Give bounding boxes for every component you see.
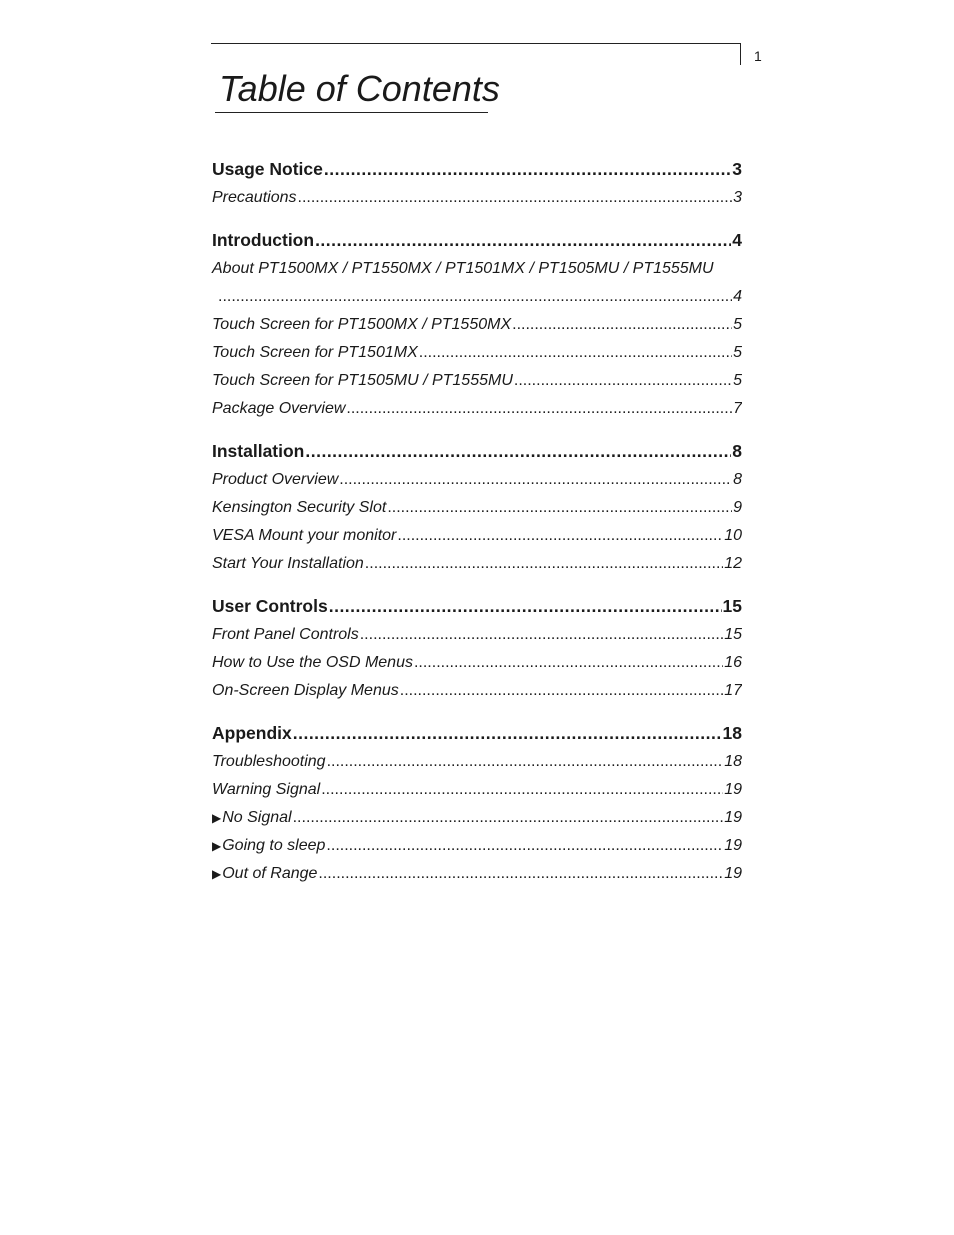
toc-entry-page: 17 [724, 682, 742, 699]
dot-leader [360, 621, 723, 649]
toc-heading[interactable] [212, 719, 742, 748]
dot-leader [512, 311, 732, 339]
dot-leader [305, 437, 731, 466]
toc-heading-page: 8 [732, 441, 742, 461]
title-underline [215, 112, 488, 113]
toc-entry[interactable] [212, 677, 742, 705]
toc-entry-label: Going to sleep [222, 837, 326, 854]
dot-leader [293, 804, 724, 832]
toc-entry[interactable] [212, 395, 742, 423]
dot-leader [346, 395, 732, 423]
toc-heading-page: 4 [732, 230, 742, 250]
toc-entry-label: About PT1500MX / PT1550MX / PT1501MX / PT1505MU / PT1555MU [212, 260, 714, 277]
toc-entry-label: Touch Screen for PT1501MX [212, 344, 418, 361]
toc-entry[interactable] [212, 494, 742, 522]
dot-leader [419, 339, 732, 367]
dot-leader [397, 522, 723, 550]
toc-heading-label: Usage Notice [212, 159, 323, 179]
dot-leader [315, 226, 731, 255]
toc-entry[interactable] [212, 311, 742, 339]
toc-entry-label: Touch Screen for PT1500MX / PT1550MX [212, 316, 512, 333]
toc-entry[interactable] [212, 776, 742, 804]
toc-section-user-controls [212, 592, 742, 705]
toc-entry[interactable] [212, 649, 742, 677]
toc-entry-label: No Signal [222, 809, 292, 826]
toc-entry-page: 12 [724, 555, 742, 572]
toc-entry[interactable] [212, 804, 742, 832]
toc-entry-label: Kensington Security Slot [212, 499, 387, 516]
toc-entry-page: 8 [733, 471, 742, 488]
toc-entry-page: 5 [733, 344, 742, 361]
dot-leader [400, 677, 723, 705]
page-number: 1 [754, 48, 762, 64]
toc-entry-label: Front Panel Controls [212, 626, 359, 643]
header-rule [211, 43, 741, 44]
dot-leader [514, 367, 732, 395]
toc-entry[interactable] [212, 339, 742, 367]
toc-entry[interactable] [212, 550, 742, 578]
toc-entry-label: Out of Range [222, 865, 318, 882]
toc-entry-label: Precautions [212, 189, 297, 206]
toc-entry[interactable] [212, 522, 742, 550]
toc-heading-page: 18 [722, 723, 742, 743]
dot-leader [318, 860, 723, 888]
dot-leader [293, 719, 722, 748]
toc-entry-label: Product Overview [212, 471, 339, 488]
toc-heading[interactable] [212, 437, 742, 466]
dot-leader [321, 776, 723, 804]
toc-entry-page: 19 [724, 781, 742, 798]
dot-leader [339, 466, 732, 494]
toc-entry-page: 19 [724, 837, 742, 854]
dot-leader [324, 155, 731, 184]
toc-section-usage-notice [212, 155, 742, 212]
toc-entry[interactable] [212, 367, 742, 395]
triangle-bullet-icon: ▶ [212, 839, 222, 853]
toc-entry-label: Touch Screen for PT1505MU / PT1555MU [212, 372, 513, 389]
dot-leader [414, 649, 723, 677]
toc-heading-label: Appendix [212, 723, 292, 743]
toc-entry-page: 3 [733, 189, 742, 206]
toc-entry[interactable] [212, 748, 742, 776]
toc-entry[interactable] [212, 466, 742, 494]
toc-entry[interactable] [212, 184, 742, 212]
toc-heading-label: Introduction [212, 230, 315, 250]
toc-entry[interactable] [212, 621, 742, 649]
dot-leader [387, 494, 732, 522]
triangle-bullet-icon: ▶ [212, 867, 222, 881]
toc-entry-label: VESA Mount your monitor [212, 527, 397, 544]
toc-entry-label: Troubleshooting [212, 753, 326, 770]
table-of-contents [212, 155, 742, 902]
toc-entry-page: 5 [733, 316, 742, 333]
dot-leader [329, 592, 722, 621]
toc-entry-page: 4 [733, 288, 742, 305]
dot-leader [365, 550, 723, 578]
toc-entry-label: Package Overview [212, 400, 346, 417]
toc-entry-label: Start Your Installation [212, 555, 364, 572]
toc-heading[interactable] [212, 155, 742, 184]
toc-entry-label: On-Screen Display Menus [212, 682, 399, 699]
toc-entry-label: Warning Signal [212, 781, 321, 798]
toc-heading-label: Installation [212, 441, 305, 461]
toc-entry-page: 10 [724, 527, 742, 544]
toc-heading[interactable] [212, 226, 742, 255]
toc-heading-page: 15 [722, 596, 742, 616]
toc-entry-page: 18 [724, 753, 742, 770]
dot-leader [326, 832, 723, 860]
toc-entry-page: 19 [724, 865, 742, 882]
toc-entry-continuation [212, 283, 742, 311]
toc-heading-label: User Controls [212, 596, 328, 616]
toc-heading-page: 3 [732, 159, 742, 179]
toc-entry-page: 7 [733, 400, 742, 417]
toc-entry[interactable] [212, 255, 742, 311]
dot-leader [218, 283, 732, 311]
page-title: Table of Contents [219, 68, 500, 109]
toc-entry-label: How to Use the OSD Menus [212, 654, 413, 671]
toc-heading[interactable] [212, 592, 742, 621]
toc-entry[interactable] [212, 832, 742, 860]
triangle-bullet-icon: ▶ [212, 811, 222, 825]
toc-section-installation [212, 437, 742, 578]
toc-entry-page: 9 [733, 499, 742, 516]
toc-entry-page: 19 [724, 809, 742, 826]
toc-entry-page: 5 [733, 372, 742, 389]
dot-leader [327, 748, 724, 776]
toc-section-appendix [212, 719, 742, 888]
header-tick [740, 43, 741, 65]
dot-leader [298, 184, 733, 212]
toc-entry-page: 16 [724, 654, 742, 671]
toc-entry-page: 15 [724, 626, 742, 643]
toc-entry[interactable] [212, 860, 742, 888]
toc-section-introduction [212, 226, 742, 423]
